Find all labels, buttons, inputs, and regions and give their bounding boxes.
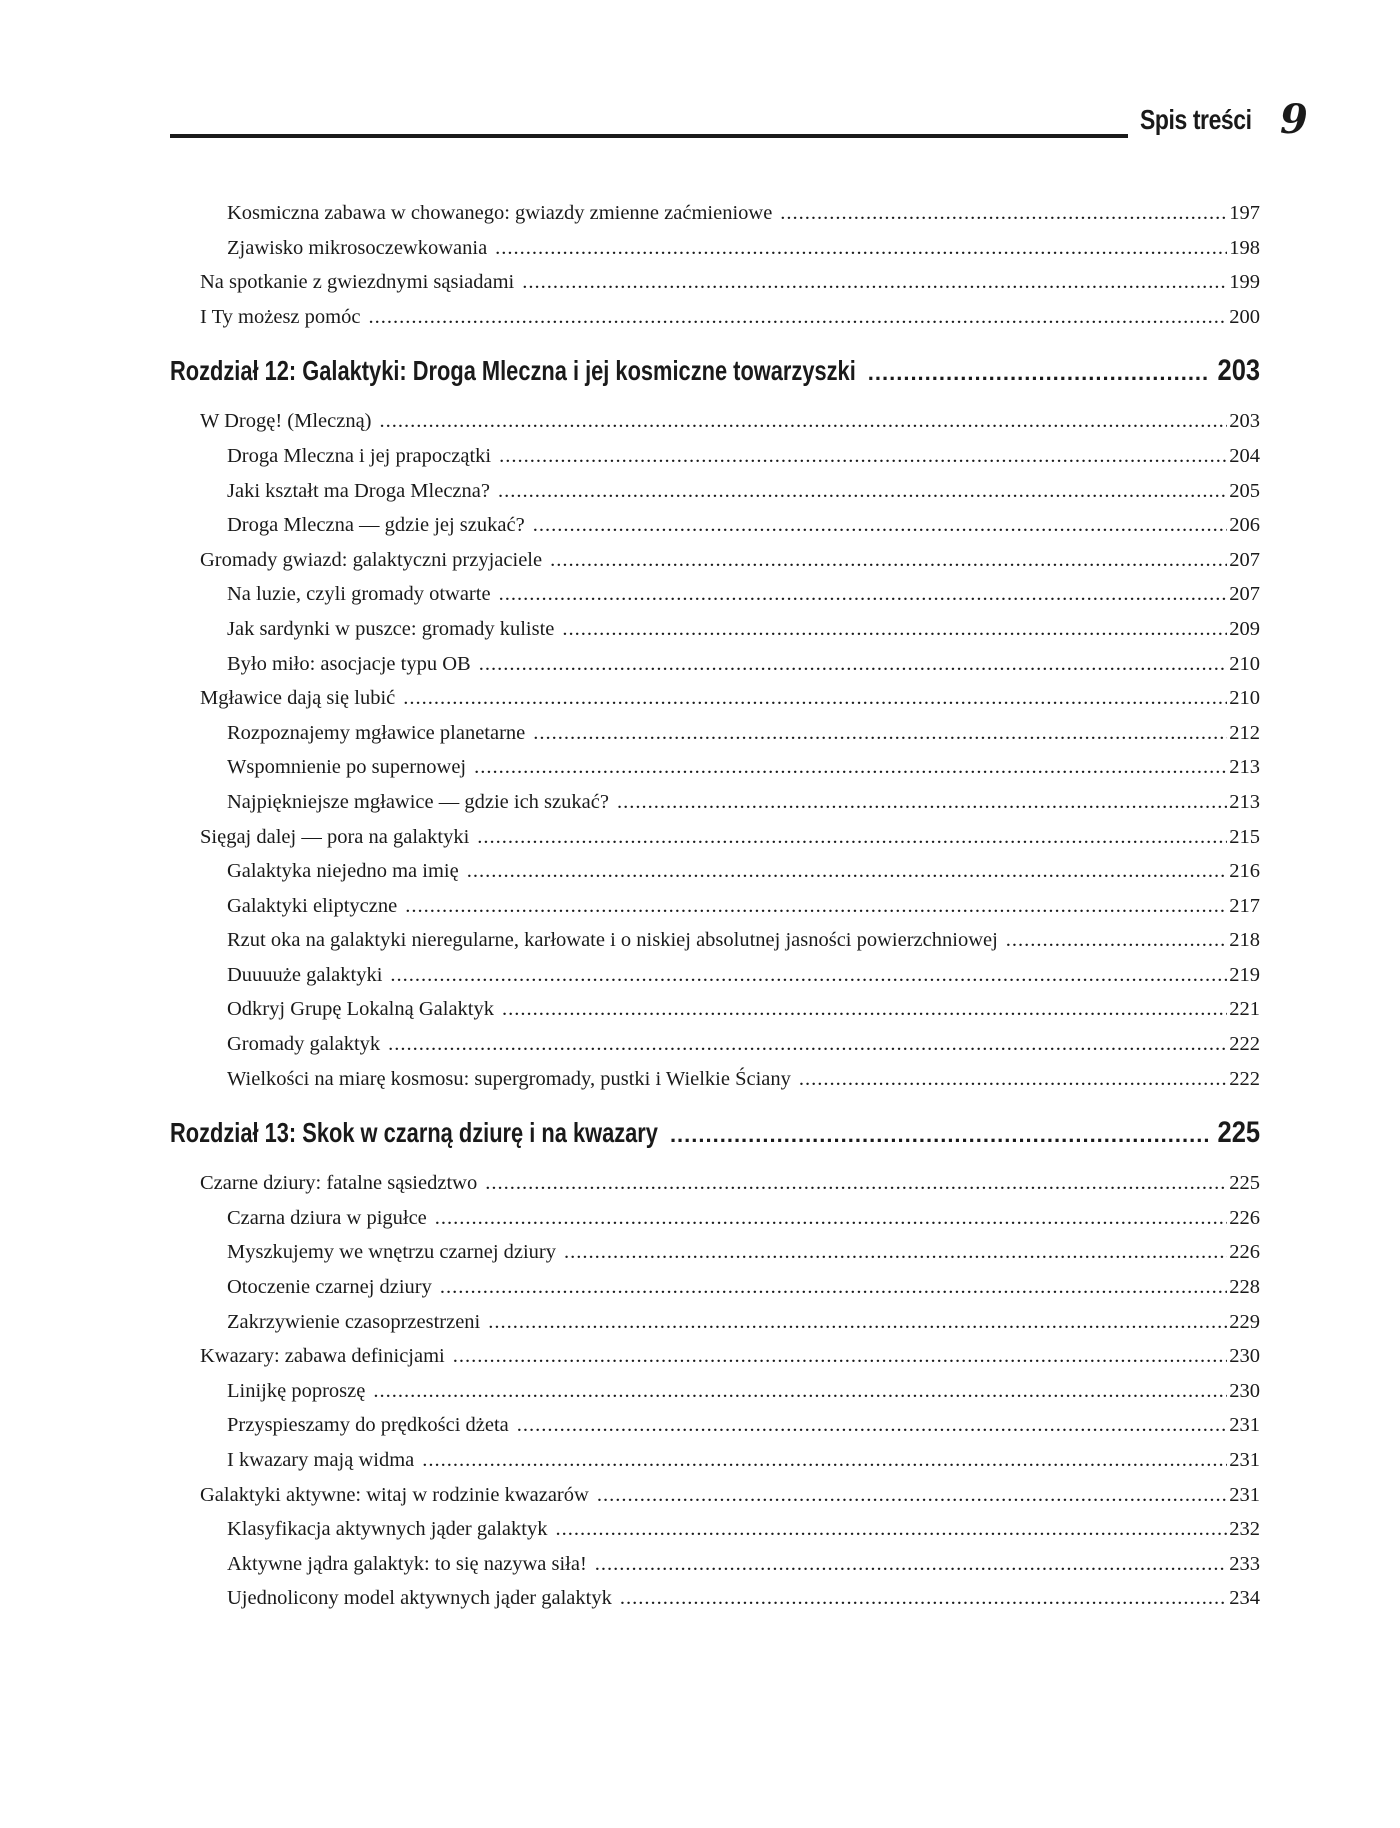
toc-entry-page: 216 (1229, 860, 1260, 883)
toc-entry-label: Ujednolicony model aktywnych jąder galaktyk (227, 1587, 612, 1610)
dot-leader (564, 1235, 1227, 1270)
toc-entry (170, 1201, 1260, 1236)
dot-leader (620, 1581, 1227, 1616)
dot-leader (453, 1339, 1228, 1374)
toc-entry-label: Kwazary: zabawa definicjami (200, 1345, 445, 1368)
toc-entry (170, 958, 1260, 993)
dot-leader (799, 1062, 1227, 1097)
toc-entry-page: 233 (1229, 1552, 1260, 1575)
toc-entry-page: 231 (1229, 1449, 1260, 1471)
page-number: 9 (1280, 96, 1308, 143)
toc-entry (170, 196, 1260, 231)
dot-leader (499, 577, 1228, 612)
toc-entry-page: 199 (1229, 271, 1260, 294)
toc-entry-label: Duuuuże galaktyki (227, 963, 383, 986)
toc-entry (170, 992, 1260, 1027)
toc-entry-label: Mgławice dają się lubić (200, 687, 396, 710)
toc-entry-page: 228 (1229, 1276, 1260, 1299)
dot-leader (522, 265, 1227, 300)
toc-entry-label: Myszkujemy we wnętrzu czarnej dziury (227, 1241, 557, 1264)
toc-entry-page: 226 (1229, 1241, 1260, 1264)
toc-entry (170, 1581, 1260, 1616)
toc-entry-page: 203 (1217, 354, 1260, 388)
toc-entry-page: 225 (1229, 1172, 1260, 1195)
toc-entry (170, 1027, 1260, 1062)
dot-leader (517, 1408, 1227, 1443)
dot-leader (562, 612, 1227, 647)
toc-entry (170, 1270, 1260, 1305)
toc-entry-page: 198 (1229, 236, 1260, 259)
toc-entry (170, 1512, 1260, 1547)
dot-leader (502, 992, 1227, 1027)
dot-leader (595, 1547, 1227, 1582)
dot-leader (405, 889, 1227, 924)
toc-entry-label: Jak sardynki w puszce: gromady kuliste (227, 617, 555, 640)
toc-entry (170, 750, 1260, 785)
dot-leader (390, 958, 1227, 993)
dot-leader (403, 681, 1227, 716)
toc-entry-label: I kwazary mają widma (227, 1449, 415, 1471)
toc-entry-label: Kosmiczna zabawa w chowanego: gwiazdy zmienne zaćmieniowe (227, 202, 773, 224)
toc-entry-page: 215 (1229, 825, 1260, 848)
toc-entry-label: Linijkę poproszę (227, 1379, 366, 1402)
toc-entry (170, 716, 1260, 751)
toc-entry-page: 232 (1229, 1518, 1260, 1541)
toc-entry-label: Wspomnienie po supernowej (227, 756, 467, 779)
toc-entry-page: 222 (1229, 1067, 1260, 1090)
toc-entry (170, 889, 1260, 924)
toc-entry (170, 1166, 1260, 1201)
toc-entry-page: 213 (1229, 756, 1260, 779)
dot-leader (1006, 923, 1227, 958)
running-header-title: Spis treści (1140, 104, 1252, 135)
toc-entry-label: Gromady galaktyk (227, 1033, 381, 1056)
dot-leader (499, 439, 1227, 474)
toc-entry-page: 209 (1229, 617, 1260, 640)
toc-entry-label: Na spotkanie z gwiezdnymi sąsiadami (200, 271, 515, 294)
dot-leader (555, 1512, 1227, 1547)
dot-leader (440, 1270, 1227, 1305)
toc-entry-label: Galaktyka niejedno ma imię (227, 860, 459, 883)
toc-entry (170, 923, 1260, 958)
toc-entry (170, 1547, 1260, 1582)
toc-entry-label: Rzut oka na galaktyki nieregularne, karłowate i o niskiej absolutnej jasności powierzchniowej (227, 929, 998, 952)
toc-entry-label: Droga Mleczna i jej prapoczątki (227, 444, 492, 467)
dot-leader (617, 785, 1227, 820)
running-header (170, 96, 1318, 144)
toc-entry (170, 647, 1260, 682)
toc-entry (170, 785, 1260, 820)
toc-entry-label: Było miło: asocjacje typu OB (227, 652, 471, 675)
toc-entry-label: Zakrzywienie czasoprzestrzeni (227, 1310, 481, 1333)
toc-chapter-entry (170, 1100, 1260, 1166)
toc-entry-page: 231 (1229, 1483, 1260, 1506)
toc-entry-label: Odkryj Grupę Lokalną Galaktyk (227, 998, 494, 1021)
toc-entry (170, 577, 1260, 612)
toc-entry-label: Wielkości na miarę kosmosu: supergromady, pustki i Wielkie Ściany (227, 1067, 791, 1090)
toc-entry-page: 210 (1229, 652, 1260, 675)
dot-leader (373, 1374, 1227, 1409)
toc-entry (170, 1374, 1260, 1409)
toc-entry-label: W Drogę! (Mleczną) (200, 410, 372, 433)
toc-entry-label: Przyspieszamy do prędkości dżeta (227, 1414, 509, 1437)
dot-leader (670, 1102, 1208, 1168)
toc-entry-page: 207 (1229, 583, 1260, 606)
toc-entry-page: 197 (1229, 202, 1260, 224)
dot-leader (477, 820, 1227, 855)
toc-entry-label: Galaktyki eliptyczne (227, 894, 398, 917)
toc-entry-label: Gromady gwiazd: galaktyczni przyjaciele (200, 548, 543, 571)
toc-entry (170, 1235, 1260, 1270)
dot-leader (597, 1478, 1227, 1513)
header-rule (170, 134, 1128, 138)
dot-leader (498, 474, 1227, 509)
toc-entry (170, 231, 1260, 266)
toc-entry-label: Otoczenie czarnej dziury (227, 1276, 432, 1299)
chapter-title-text: Rozdział 13: Skok w czarną dziurę i na kwazary (170, 1117, 658, 1149)
dot-leader (422, 1443, 1227, 1478)
toc-entry-label: Jaki kształt ma Droga Mleczna? (227, 479, 490, 502)
dot-leader (550, 543, 1227, 578)
toc-entry-page: 210 (1229, 687, 1260, 710)
toc-entry (170, 300, 1260, 335)
toc-entry-page: 204 (1229, 444, 1260, 467)
toc-entry (170, 854, 1260, 889)
toc-entry (170, 439, 1260, 474)
toc-entry-label: Rozpoznajemy mgławice planetarne (227, 721, 526, 744)
toc-entry-page: 225 (1217, 1116, 1260, 1150)
dot-leader (474, 750, 1227, 785)
toc-entry (170, 265, 1260, 300)
dot-leader (495, 231, 1227, 266)
toc-entry-page: 230 (1229, 1345, 1260, 1368)
toc-entry (170, 474, 1260, 509)
toc-entry-label: Klasyfikacja aktywnych jąder galaktyk (227, 1518, 548, 1541)
toc-entry (170, 1062, 1260, 1097)
dot-leader (388, 1027, 1227, 1062)
toc-entry (170, 1443, 1260, 1478)
toc-entry-page: 218 (1229, 929, 1260, 952)
toc-entry-label: Droga Mleczna — gdzie jej szukać? (227, 514, 525, 537)
table-of-contents (170, 196, 1260, 1616)
dot-leader (380, 404, 1228, 439)
toc-entry-label: Sięgaj dalej — pora na galaktyki (200, 825, 470, 848)
dot-leader (479, 647, 1228, 682)
dot-leader (368, 300, 1227, 335)
toc-entry-label: Aktywne jądra galaktyk: to się nazywa siła! (227, 1552, 587, 1575)
toc-entry-page: 217 (1229, 894, 1260, 917)
toc-entry-label: Na luzie, czyli gromady otwarte (227, 583, 491, 606)
dot-leader (533, 508, 1228, 543)
toc-entry-label: Czarne dziury: fatalne sąsiedztwo (200, 1172, 478, 1195)
toc-entry-page: 200 (1229, 305, 1260, 328)
toc-entry-page: 212 (1229, 721, 1260, 744)
toc-entry-page: 222 (1229, 1033, 1260, 1056)
toc-entry-page: 207 (1229, 548, 1260, 571)
toc-entry-page: 229 (1229, 1310, 1260, 1333)
dot-leader (435, 1201, 1227, 1236)
toc-entry-label: I Ty możesz pomóc (200, 305, 361, 328)
toc-entry (170, 508, 1260, 543)
toc-entry-page: 205 (1229, 479, 1260, 502)
dot-leader (488, 1305, 1227, 1340)
toc-entry (170, 1305, 1260, 1340)
chapter-title-text: Rozdział 12: Galaktyki: Droga Mleczna i jej kosmiczne towarzyszki (170, 355, 856, 387)
toc-entry (170, 612, 1260, 647)
dot-leader (533, 716, 1227, 751)
toc-entry-page: 206 (1229, 514, 1260, 537)
dot-leader (780, 196, 1227, 231)
toc-entry (170, 1478, 1260, 1513)
toc-entry-page: 234 (1229, 1587, 1260, 1610)
toc-entry (170, 681, 1260, 716)
toc-entry (170, 404, 1260, 439)
toc-entry (170, 1339, 1260, 1374)
dot-leader (868, 340, 1208, 406)
toc-entry-page: 203 (1229, 410, 1260, 433)
toc-entry (170, 1408, 1260, 1443)
toc-chapter-entry (170, 338, 1260, 404)
toc-entry-page: 213 (1229, 790, 1260, 813)
toc-entry-label: Galaktyki aktywne: witaj w rodzinie kwazarów (200, 1483, 589, 1506)
toc-entry (170, 820, 1260, 855)
toc-entry-label: Najpiękniejsze mgławice — gdzie ich szukać? (227, 790, 609, 813)
toc-entry-label: Zjawisko mikrosoczewkowania (227, 236, 488, 259)
dot-leader (485, 1166, 1227, 1201)
toc-entry-label: Czarna dziura w pigułce (227, 1206, 427, 1229)
toc-entry (170, 543, 1260, 578)
toc-entry-page: 231 (1229, 1414, 1260, 1437)
toc-entry-page: 226 (1229, 1206, 1260, 1229)
dot-leader (467, 854, 1228, 889)
toc-entry-page: 219 (1229, 963, 1260, 986)
toc-entry-page: 221 (1229, 998, 1260, 1021)
toc-entry-page: 230 (1229, 1379, 1260, 1402)
